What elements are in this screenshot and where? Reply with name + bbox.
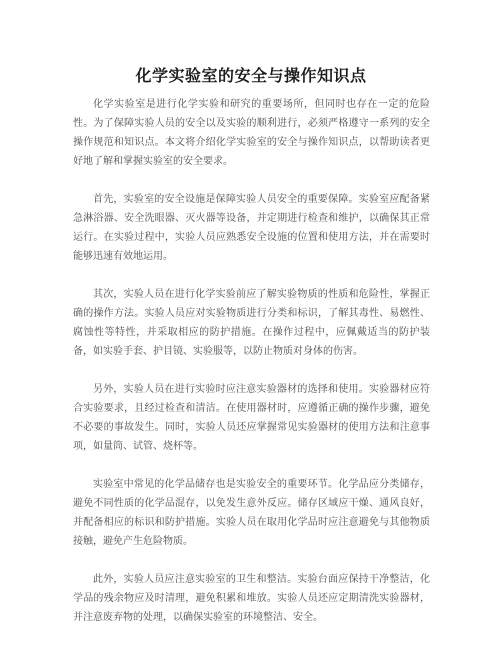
document-body <box>73 95 430 646</box>
paragraph-5: 实验室中常见的化学品储存也是实验安全的重要环节。化学品应分类储存，避免不同性质的化学品混存，以免发生意外反应。储存区域应干燥、通风良好，并配备相应的标识和防护措施。实验人员在取用化学品时应注意避免与其他物质接触，避免产生危险物质。 <box>73 479 430 547</box>
paragraph-6: 此外，实验人员应注意实验室的卫生和整洁。实验台面应保持干净整洁，化学品的残余物应及时清理，避免积累和堆放。实验人员还应定期清洗实验器材，并注意废弃物的处理，以确保实验室的环境整洁、安全。 <box>73 574 430 623</box>
paragraph-1: 化学实验室是进行化学实验和研究的重要场所，但同时也存在一定的危险性。为了保障实验人员的安全以及实验的顺利进行，必须严格遵守一系列的安全操作规范和知识点。本文将介绍化学实验室的安全与操作知识点，以帮助读者更好地了解和掌握实验室的安全要求。 <box>73 99 430 167</box>
paragraph-3: 其次，实验人员在进行化学实验前应了解实验物质的性质和危险性，掌握正确的操作方法。实验人员应对实验物质进行分类和标识，了解其毒性、易燃性、腐蚀性等特性，并采取相应的防护措施。在操作过程中，应佩戴适当的防护装备，如实验手套、护目镜、实验服等，以防止物质对身体的伤害。 <box>73 289 430 357</box>
document-title: 化学实验室的安全与操作知识点 <box>135 66 367 85</box>
paragraph-4: 另外，实验人员在进行实验时应注意实验器材的选择和使用。实验器材应符合实验要求，且经过检查和清洁。在使用器材时，应遵循正确的操作步骤，避免不必要的事故发生。同时，实验人员还应掌握常见实验器材的使用方法和注意事项，如量筒、试管、烧杯等。 <box>73 384 430 452</box>
paragraph-2: 首先，实验室的安全设施是保障实验人员安全的重要保障。实验室应配备紧急淋浴器、安全洗眼器、灭火器等设备，并定期进行检查和维护，以确保其正常运行。在实验过程中，实验人员应熟悉安全设施的位置和使用方法，并在需要时能够迅速有效地运用。 <box>73 194 430 262</box>
